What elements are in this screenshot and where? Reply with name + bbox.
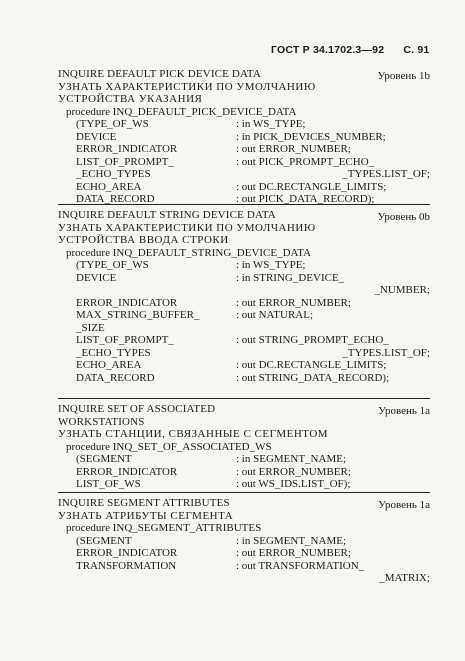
- param-type: : in PICK_DEVICES_NUMBER;: [236, 130, 386, 143]
- param-name: MAX_STRING_BUFFER_: [76, 309, 200, 321]
- param-row: [76, 560, 430, 573]
- param-type: : in SEGMENT_NAME;: [236, 453, 346, 465]
- param-name: ECHO_AREA: [76, 180, 142, 193]
- param-name: TRANSFORMATION: [76, 559, 177, 572]
- level-label: Уровень 1b: [377, 70, 430, 82]
- param-type: : out WS_IDS.LIST_OF);: [236, 478, 351, 490]
- param-row: [76, 478, 430, 491]
- param-row: [76, 143, 430, 156]
- param-row: [76, 535, 430, 548]
- param-name: DEVICE: [76, 130, 117, 143]
- procedure-name: procedure INQ_SEGMENT_ATTRIBUTES: [66, 522, 262, 534]
- page-header: [271, 44, 433, 56]
- param-row: [76, 309, 430, 322]
- level-label: Уровень 1a: [378, 499, 430, 511]
- section-segment-attributes: [58, 497, 430, 585]
- param-name: _ECHO_TYPES: [76, 346, 151, 359]
- section-title: INQUIRE DEFAULT STRING DEVICE DATA: [58, 209, 276, 221]
- param-type: : in WS_TYPE;: [236, 259, 306, 271]
- param-row: [76, 131, 430, 144]
- param-list: [76, 535, 430, 585]
- param-name: DATA_RECORD: [76, 371, 155, 384]
- level-label: Уровень 1a: [378, 405, 430, 417]
- section-title: INQUIRE SEGMENT ATTRIBUTES: [58, 497, 230, 509]
- param-row: [76, 118, 430, 131]
- param-row: [76, 297, 430, 310]
- param-type: : out STRING_PROMPT_ECHO_: [236, 334, 389, 346]
- param-type: : out ERROR_NUMBER;: [236, 465, 351, 478]
- param-list: [76, 118, 430, 206]
- param-type: : out PICK_DATA_RECORD);: [236, 193, 375, 205]
- section-string-device: [58, 209, 430, 384]
- param-type: : in STRING_DEVICE_: [236, 271, 345, 284]
- param-type: : in SEGMENT_NAME;: [236, 534, 346, 547]
- param-row: [76, 168, 430, 181]
- param-type: : out DC.RECTANGLE_LIMITS;: [236, 359, 387, 371]
- param-name: ERROR_INDICATOR: [76, 143, 178, 155]
- section-title: INQUIRE DEFAULT PICK DEVICE DATA: [58, 68, 261, 80]
- procedure-name: procedure INQ_SET_OF_ASSOCIATED_WS: [66, 440, 272, 453]
- param-type: : out TRANSFORMATION_: [236, 559, 365, 572]
- param-name: ERROR_INDICATOR: [76, 547, 178, 559]
- section-subtitle: УЗНАТЬ АТРИБУТЫ СЕГМЕНТА: [58, 509, 234, 522]
- section-pick-device: [58, 68, 430, 206]
- param-name: _SIZE: [76, 321, 105, 334]
- param-name: ERROR_INDICATOR: [76, 465, 178, 478]
- param-row: [76, 284, 430, 297]
- param-type: _MATRIX;: [379, 572, 430, 584]
- param-row: [76, 272, 430, 285]
- param-name: (TYPE_OF_WS: [76, 259, 149, 271]
- procedure-name: procedure INQ_DEFAULT_PICK_DEVICE_DATA: [66, 105, 297, 118]
- param-type: : out DC.RECTANGLE_LIMITS;: [236, 180, 387, 193]
- param-name: LIST_OF_PROMPT_: [76, 155, 174, 168]
- param-name: (SEGMENT: [76, 534, 132, 547]
- param-row: [76, 156, 430, 169]
- param-row: [76, 322, 430, 335]
- param-row: [76, 259, 430, 272]
- param-row: [76, 181, 430, 194]
- param-type: : out ERROR_NUMBER;: [236, 547, 351, 559]
- param-type: : in WS_TYPE;: [236, 118, 306, 130]
- param-row: [76, 572, 430, 585]
- param-type: : out ERROR_NUMBER;: [236, 296, 351, 309]
- param-type: : out NATURAL;: [236, 309, 313, 321]
- section-divider: [58, 492, 430, 493]
- section-subtitle: УЗНАТЬ ХАРАКТЕРИСТИКИ ПО УМОЛЧАНИЮ УСТРОЙСТВА УКАЗАНИЯ: [58, 80, 316, 105]
- param-type: _TYPES.LIST_OF;: [342, 168, 430, 180]
- section-divider: [58, 398, 430, 399]
- param-row: [76, 359, 430, 372]
- param-row: [76, 372, 430, 385]
- param-type: : out PICK_PROMPT_ECHO_: [236, 155, 375, 168]
- section-title: INQUIRE SET OF ASSOCIATED WORKSTATIONS: [58, 403, 216, 428]
- standard-number: ГОСТ Р 34.1702.3—92: [271, 44, 385, 56]
- level-label: Уровень 0b: [377, 211, 430, 223]
- param-list: [76, 453, 430, 491]
- param-name: DATA_RECORD: [76, 193, 155, 205]
- param-name: (SEGMENT: [76, 453, 132, 465]
- param-row: [76, 466, 430, 479]
- param-type: : out STRING_DATA_RECORD);: [236, 371, 390, 384]
- param-type: _TYPES.LIST_OF;: [342, 346, 430, 359]
- section-associated-ws: [58, 403, 430, 491]
- procedure-name: procedure INQ_DEFAULT_STRING_DEVICE_DATA: [66, 246, 312, 259]
- param-name: _ECHO_TYPES: [76, 168, 151, 180]
- param-name: ECHO_AREA: [76, 359, 142, 371]
- page-number: С. 91: [403, 44, 430, 56]
- param-row: [76, 547, 430, 560]
- param-type: _NUMBER;: [374, 284, 430, 296]
- section-subtitle: УЗНАТЬ СТАНЦИИ, СВЯЗАННЫЕ С СЕГМЕНТОМ: [58, 428, 329, 440]
- param-list: [76, 259, 430, 384]
- param-row: [76, 334, 430, 347]
- param-name: (TYPE_OF_WS: [76, 118, 149, 130]
- section-subtitle: УЗНАТЬ ХАРАКТЕРИСТИКИ ПО УМОЛЧАНИЮ УСТРОЙСТВА ВВОДА СТРОКИ: [58, 221, 316, 246]
- param-row: [76, 347, 430, 360]
- param-name: LIST_OF_WS: [76, 478, 141, 490]
- param-row: [76, 453, 430, 466]
- param-name: LIST_OF_PROMPT_: [76, 334, 174, 346]
- section-divider: [58, 204, 430, 205]
- param-name: ERROR_INDICATOR: [76, 296, 178, 309]
- param-name: DEVICE: [76, 271, 117, 284]
- param-type: : out ERROR_NUMBER;: [236, 143, 351, 155]
